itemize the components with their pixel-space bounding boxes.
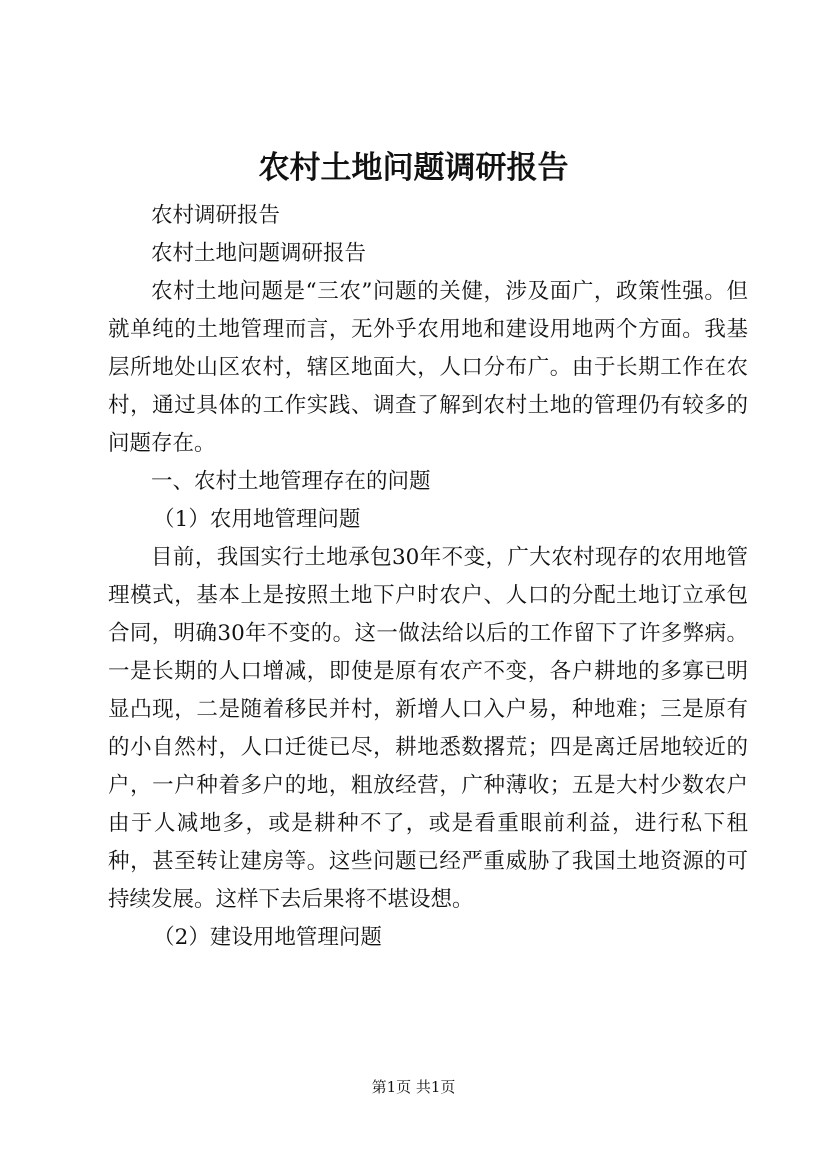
paragraph-intro: 农村土地问题是“三农”问题的关健，涉及面广，政策性强。但就单纯的土地管理而言，无外乎农用地和建设用地两个方面。我基层所地处山区农村，辖区地面大，人口分布广。由于长期工作在农村，通过具体的工作实践、调查了解到农村土地的管理仍有较多的问题存在。 [108,279,748,456]
subsection-heading-1: （1）农用地管理问题 [153,507,361,532]
paragraph-subtitle: 农村土地问题调研报告 [151,241,367,266]
paragraph-farmland: 目前，我国实行土地承包30年不变，广大农村现存的农用地管理模式，基本上是按照土地下户时农户、人口的分配土地订立承包合同，明确30年不变的。这一做法给以后的工作留下了许多弊病。一是长期的人口增减，即使是原有农产不变，各户耕地的多寡已明显凸现，二是随着移民并村，新增人口入户易，种地难；三是原有的小自然村，人口迁徙已尽，耕地悉数撂荒；四是离迁居地较近的户，一户种着多户的地，粗放经营，广种薄收；五是大村少数农户由于人减地多，或是耕种不了，或是看重眼前利益，进行私下租种，甚至转让建房等。这些问题已经严重威胁了我国土地资源的可持续发展。这样下去后果将不堪设想。 [108,545,748,912]
subsection-heading-2: （2）建设用地管理问题 [153,925,382,950]
document-title: 农村土地问题调研报告 [258,150,569,186]
paragraph-category: 农村调研报告 [151,203,281,228]
section-heading: 一、农村土地管理存在的问题 [151,469,431,494]
page-footer: 第1页 共1页 [371,1078,456,1096]
document-body [108,197,748,957]
